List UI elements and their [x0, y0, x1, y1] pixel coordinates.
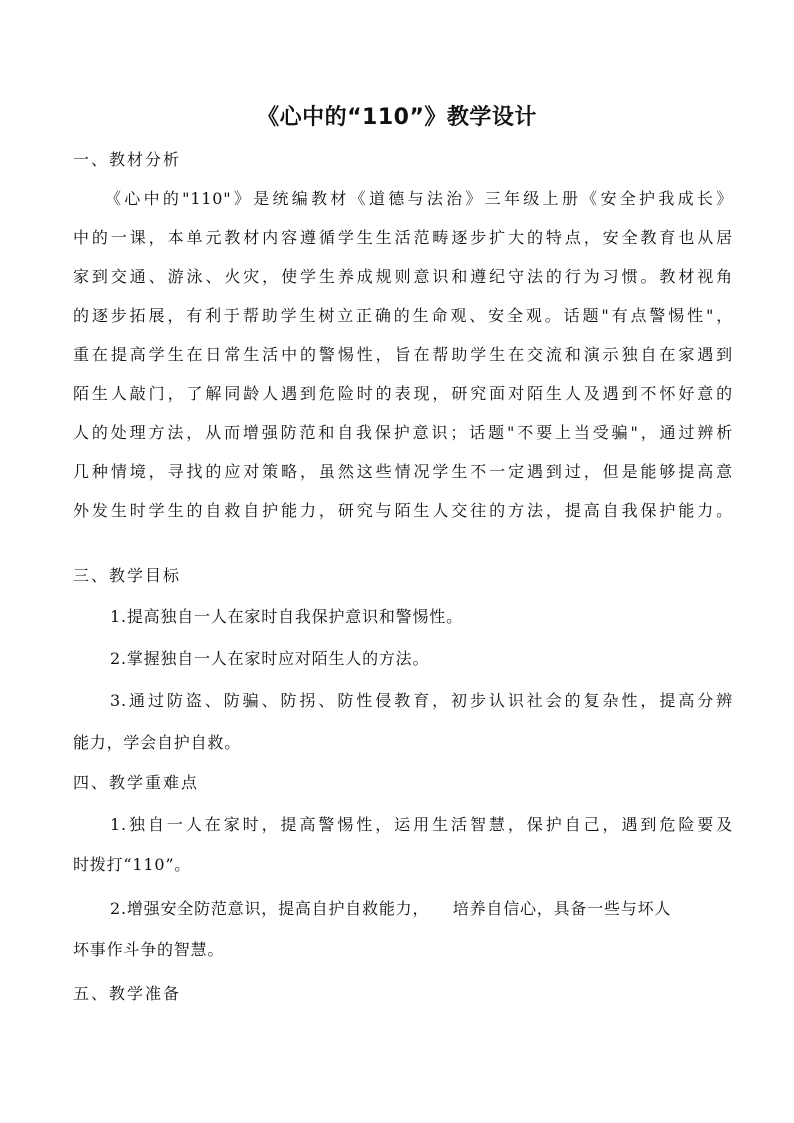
goal-item-1: 1.提高独自一人在家时自我保护意识和警惕性。 [110, 607, 463, 626]
document-title: 《心中的“110”》教学设计 [257, 105, 537, 130]
paragraph-line: 《心中的"110"》是统编教材《道德与法治》三年级上册《安全护我成长》 [105, 189, 733, 208]
goal-item-3-line-2: 能力，学会自护自救。 [73, 733, 242, 752]
paragraph-line: 家到交通、游泳、火灾，使学生养成规则意识和遵纪守法的行为习惯。教材视角 [73, 267, 733, 286]
key-point-1-line-1: 1.独自一人在家时，提高警惕性，运用生活智慧，保护自己，遇到危险要及 [110, 815, 733, 834]
key-point-1-line-2: 时拨打“110”。 [73, 855, 192, 874]
key-point-2-line-2: 坏事作斗争的智慧。 [73, 940, 225, 959]
section-heading-key-points: 四、教学重难点 [73, 773, 200, 792]
section-heading-analysis: 一、教材分析 [73, 150, 182, 169]
goal-item-2: 2.掌握独自一人在家时应对陌生人的方法。 [110, 649, 430, 668]
goal-item-3-line-1: 3.通过防盗、防骗、防拐、防性侵教育，初步认识社会的复杂性，提高分辨 [110, 691, 733, 710]
paragraph-line: 的逐步拓展，有利于帮助学生树立正确的生命观、安全观。话题"有点警惕性"， [73, 306, 733, 325]
paragraph-line: 外发生时学生的自救自护能力，研究与陌生人交往的方法，提高自我保护能力。 [73, 501, 733, 520]
paragraph-line: 几种情境，寻找的应对策略，虽然这些情况学生不一定遇到过，但是能够提高意 [73, 462, 733, 481]
section-heading-preparation: 五、教学准备 [73, 984, 182, 1003]
paragraph-line: 重在提高学生在日常生活中的警惕性，旨在帮助学生在交流和演示独自在家遇到 [73, 345, 733, 364]
paragraph-line: 陌生人敲门，了解同龄人遇到危险时的表现，研究面对陌生人及遇到不怀好意的 [73, 384, 733, 403]
key-point-2-line-1: 2.增强安全防范意识，提高自护自救能力， 培养自信心，具备一些与坏人 [110, 899, 672, 918]
section-heading-goals: 三、教学目标 [73, 566, 182, 585]
paragraph-line: 人的处理方法，从而增强防范和自我保护意识；话题"不要上当受骗"，通过辨析 [73, 423, 733, 442]
paragraph-line: 中的一课，本单元教材内容遵循学生生活范畴逐步扩大的特点，安全教育也从居 [73, 228, 733, 247]
